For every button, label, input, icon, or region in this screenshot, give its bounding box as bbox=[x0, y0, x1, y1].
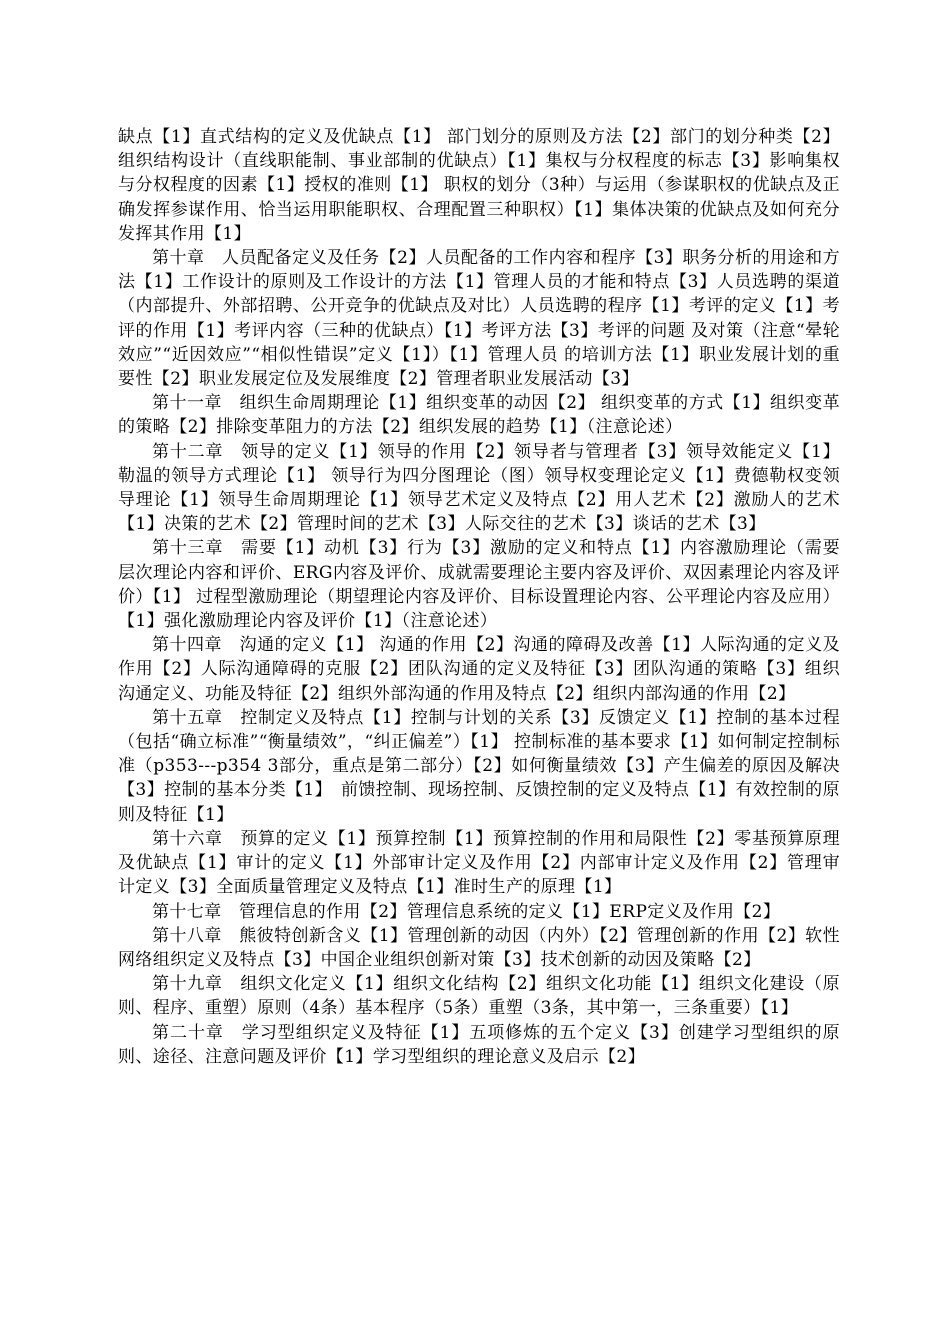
paragraph-ch15: 第十五章 控制定义及特点【1】控制与计划的关系【3】反馈定义【1】控制的基本过程（包括“确立标准”“衡量绩效”，“纠正偏差”）【1】 控制标准的基本要求【1】如何制定控制标准（p353---p354 3部分，重点是第二部分）【2】如何衡量绩效【3】产生偏差的原因及解决【3】控制的基本分类【1】 前馈控制、现场控制、反馈控制的定义及特点【1】有效控制的原则及特征【1】 bbox=[118, 707, 840, 825]
paragraph-ch20: 第二十章 学习型组织定义及特征【1】五项修炼的五个定义【3】创建学习型组织的原则、途径、注意问题及评价【1】学习型组织的理论意义及启示【2】 bbox=[118, 1022, 840, 1067]
paragraph-ch14: 第十四章 沟通的定义【1】 沟通的作用【2】沟通的障碍及改善【1】人际沟通的定义及作用【2】人际沟通障碍的克服【2】团队沟通的定义及特征【3】团队沟通的策略【3】组织沟通定义、功能及特征【2】组织外部沟通的作用及特点【2】组织内部沟通的作用【2】 bbox=[118, 635, 840, 704]
paragraph-ch19: 第十九章 组织文化定义【1】组织文化结构【2】组织文化功能【1】组织文化建设（原则、程序、重塑）原则（4条）基本程序（5条）重塑（3条，其中第一，三条重要）【1】 bbox=[118, 974, 840, 1019]
paragraph-ch9-continued: 缺点【1】直式结构的定义及优缺点【1】 部门划分的原则及方法【2】部门的划分种类【2】 组织结构设计（直线职能制、事业部制的优缺点）【1】集权与分权程度的标志【3】影响集权与分权程度的因素【1】授权的准则【1】 职权的划分（3种）与运用（参谋职权的优缺点及正确发挥参谋作用、恰当运用职能职权、合理配置三种职权）【1】集体决策的优缺点及如何充分发挥其作用【1】 bbox=[118, 127, 840, 244]
paragraph-ch11: 第十一章 组织生命周期理论【1】组织变革的动因【2】 组织变革的方式【1】组织变革的策略【2】排除变革阻力的方法【2】组织发展的趋势【1】（注意论述） bbox=[118, 393, 840, 438]
paragraph-ch10: 第十章 人员配备定义及任务【2】人员配备的工作内容和程序【3】职务分析的用途和方法【1】工作设计的原则及工作设计的方法【1】管理人员的才能和特点【3】人员选聘的渠道（内部提升、外部招聘、公开竞争的优缺点及对比）人员选聘的程序【1】考评的定义【1】考评的作用【1】考评内容（三种的优缺点）【1】考评方法【3】考评的问题 及对策（注意“晕轮效应”“近因效应”“相似性错误”定义【1】）【1】管理人员 的培训方法【1】职业发展计划的重要性【2】职业发展定位及发展维度【2】管理者职业发展活动【3】 bbox=[118, 248, 840, 390]
paragraph-ch13: 第十三章 需要【1】动机【3】行为【3】激励的定义和特点【1】内容激励理论（需要层次理论内容和评价、ERG内容及评价、成就需要理论主要内容及评价、双因素理论内容及评价）【1】 过程型激励理论（期望理论内容及评价、目标设置理论内容、公平理论内容及应用）【1】强化激励理论内容及评价【1】（注意论述） bbox=[118, 538, 840, 632]
paragraph-ch12: 第十二章 领导的定义【1】领导的作用【2】领导者与管理者【3】领导效能定义【1】勒温的领导方式理论【1】 领导行为四分图理论（图）领导权变理论定义【1】费德勒权变领导理论【1】领导生命周期理论【1】领导艺术定义及特点【2】用人艺术【2】激励人的艺术【1】决策的艺术【2】管理时间的艺术【3】人际交往的艺术【3】谈话的艺术【3】 bbox=[118, 441, 840, 535]
document-page bbox=[118, 125, 840, 1069]
paragraph-ch17: 第十七章 管理信息的作用【2】管理信息系统的定义【1】ERP定义及作用【2】 bbox=[152, 901, 781, 922]
paragraph-ch16: 第十六章 预算的定义【1】预算控制【1】预算控制的作用和局限性【2】零基预算原理及优缺点【1】审计的定义【1】外部审计定义及作用【2】内部审计定义及作用【2】管理审计定义【3】全面质量管理定义及特点【1】准时生产的原理【1】 bbox=[118, 828, 840, 898]
paragraph-ch18: 第十八章 熊彼特创新含义【1】管理创新的动因（内外）【2】管理创新的作用【2】软性网络组织定义及特点【3】中国企业组织创新对策【3】技术创新的动因及策略【2】 bbox=[118, 925, 840, 970]
